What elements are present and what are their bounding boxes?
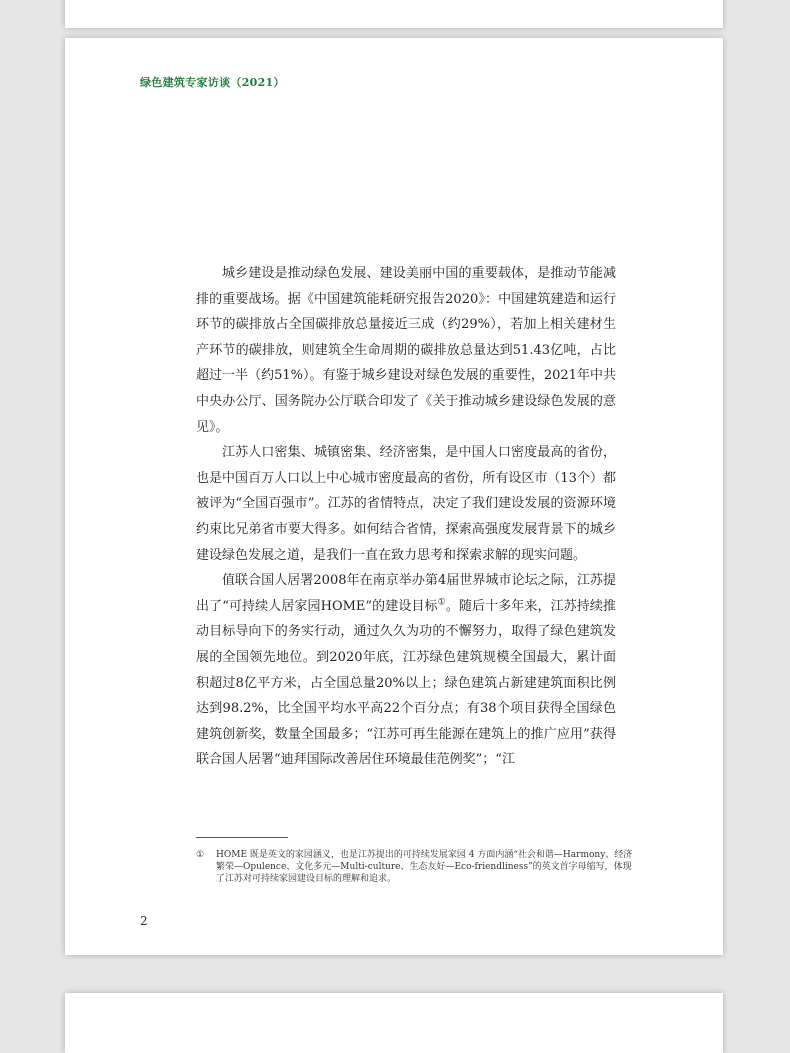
previous-page-edge — [65, 0, 723, 28]
paragraph-3-text-b: 。随后十多年来，江苏持续推动目标导向下的务实行动，通过久久为功的不懈努力，取得了绿色建筑发展的全国领先地位。到2020年底，江苏绿色建筑规模全国最大，累计面积超过8亿平方米，占全国总量20%以上；绿色建筑占新建建筑面积比例达到98.2%，比全国平均水平高22个百分点；有38个项目获得全国绿色建筑创新奖，数量全国最多；“江苏可再生能源在建筑上的推广应用”获得联合国人居署“迪拜国际改善居住环境最佳范例奖”；“江 — [196, 598, 616, 768]
next-page-edge — [65, 993, 723, 1053]
footnote-text: HOME 既是英文的家园涵义，也是江苏提出的可持续发展家园 4 方面内涵“社会和谐—Harmony、经济繁荣—Opulence、文化多元—Multi-culture、生态友好—Eco-friendliness”的英文首字母缩写，体现了江苏对可持续家园建设目标的理解和追求。 — [216, 850, 633, 884]
paragraph-1: 城乡建设是推动绿色发展、建设美丽中国的重要载体，是推动节能减排的重要战场。据《中国建筑能耗研究报告2020》：中国建筑建造和运行环节的碳排放占全国碳排放总量接近三成（约29%），若加上相关建材生产环节的碳排放，则建筑全生命周期的碳排放总量达到51.43亿吨，占比超过一半（约51%）。有鉴于城乡建设对绿色发展的重要性，2021年中共中央办公厅、国务院办公厅联合印发了《关于推动城乡建设绿色发展的意见》。 — [196, 266, 616, 435]
footnote-divider — [196, 837, 288, 838]
footnote-reference[interactable]: ① — [437, 597, 446, 608]
running-header: 绿色建筑专家访谈（2021） — [140, 76, 285, 89]
paragraph-3-text-a: 值联合国人居署2008年在南京举办第4届世界城市论坛之际，江苏提出了“可持续人居家园HOME”的建设目标 — [196, 573, 616, 614]
paragraph-2: 江苏人口密集、城镇密集、经济密集，是中国人口密度最高的省份，也是中国百万人口以上中心城市密度最高的省份，所有设区市（13个）都被评为“全国百强市”。江苏的省情特点，决定了我们建设发展的资源环境约束比兄弟省市要大得多。如何结合省情，探索高强度发展背景下的城乡建设绿色发展之道，是我们一直在致力思考和探索求解的现实问题。 — [196, 445, 616, 563]
footnote — [196, 849, 636, 885]
footnote-number: ① — [196, 850, 205, 860]
document-page — [65, 38, 723, 955]
body-text — [196, 261, 616, 773]
paragraph-3 — [196, 568, 616, 773]
page-number: 2 — [140, 914, 148, 928]
